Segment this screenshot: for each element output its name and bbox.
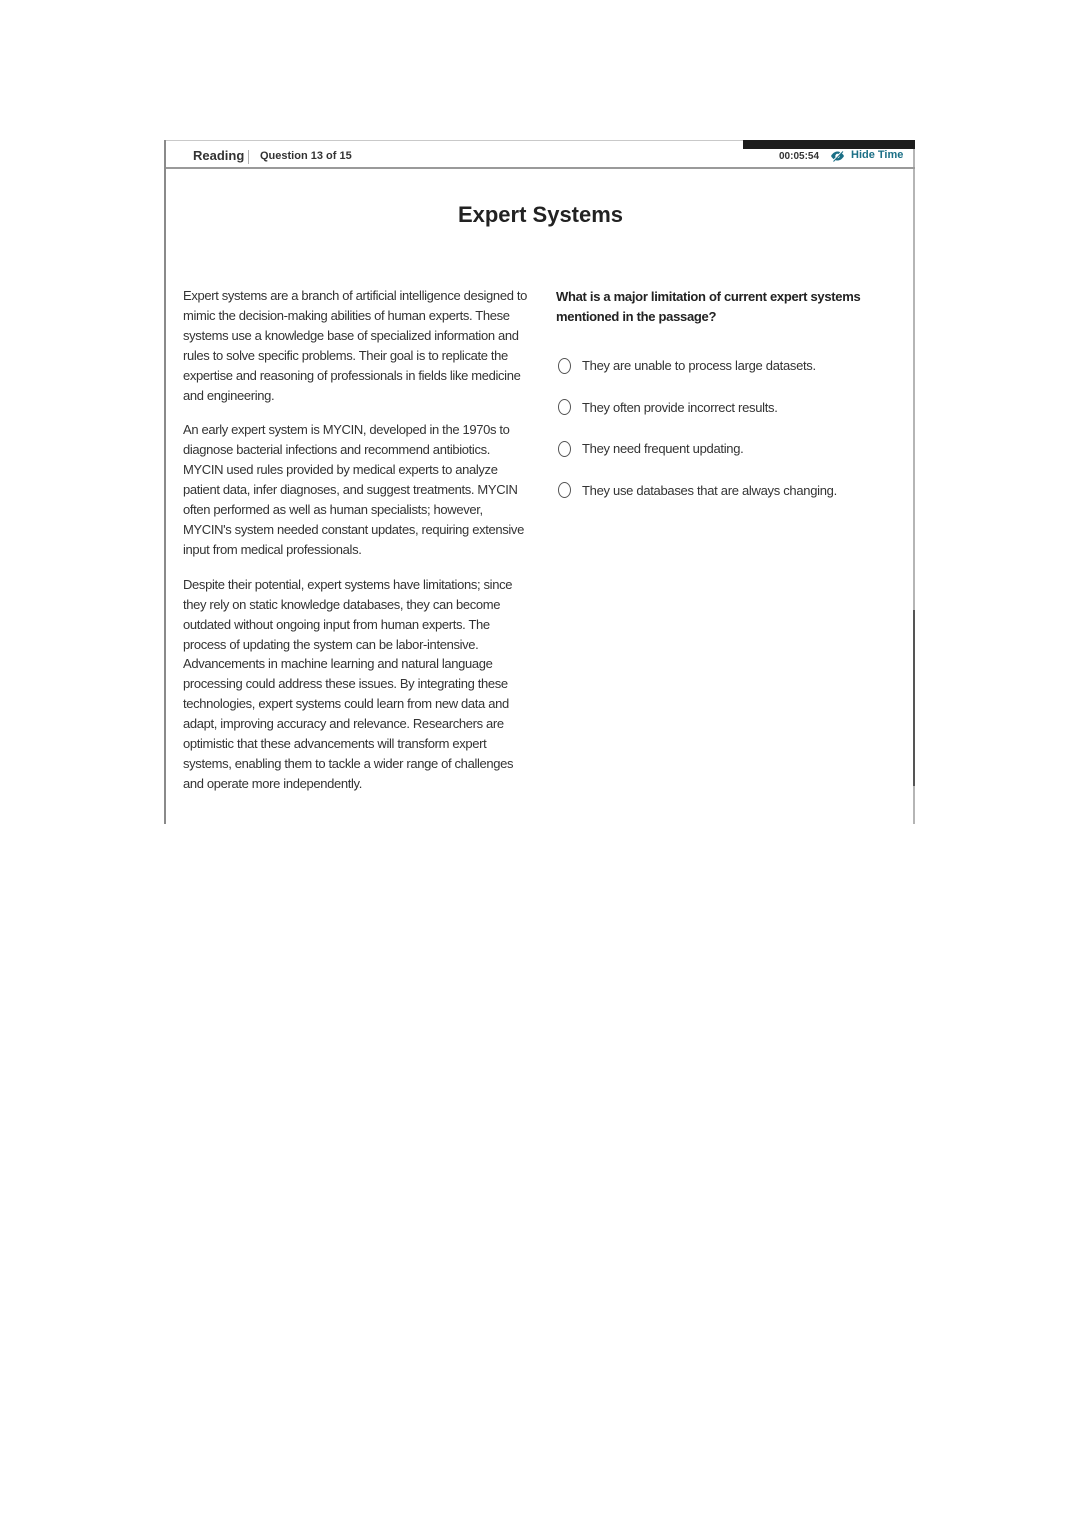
question-counter: Question 13 of 15 [260, 150, 352, 162]
answer-option-label: They use databases that are always changing. [582, 482, 837, 498]
answer-option-label: They often provide incorrect results. [582, 399, 778, 415]
passage-title: Expert Systems [457, 202, 624, 227]
answer-option[interactable] [556, 345, 886, 387]
section-label: Reading [193, 148, 245, 163]
question-prompt: What is a major limitation of current expert systems mentioned in the passage? [556, 289, 861, 324]
passage-paragraph: Expert systems are a branch of artificial intelligence designed to mimic the decision-making abilities of human experts. These systems use a knowledge base of specialized information and rules to solve specific problems. Their goal is to replicate the expertise and reasoning of professionals in fields like medicine and engineering. [183, 288, 527, 403]
radio-button-icon[interactable] [558, 441, 571, 457]
passage-paragraph: Despite their potential, expert systems have limitations; since they rely on static knowledge databases, they can become outdated without ongoing input from human experts. The process of updating the system can be labor-intensive. Advancements in machine learning and natural language processing could address these issues. By integrating these technologies, expert systems could learn from new data and adapt, improving accuracy and relevance. Researchers are optimistic that these advancements will transform expert systems, enabling them to tackle a wider range of challenges and operate more independently. [183, 576, 514, 791]
header-divider [248, 150, 249, 164]
answer-option-label: They need frequent updating. [582, 441, 744, 457]
answer-option-label: They are unable to process large datasets. [582, 358, 816, 374]
radio-button-icon[interactable] [558, 482, 571, 498]
answer-option[interactable] [556, 428, 886, 470]
timer-readout: 00:05:54 [779, 151, 820, 162]
passage-paragraph: An early expert system is MYCIN, developed in the 1970s to diagnose bacterial infections and recommend antibiotics. MYCIN used rules provided by medical experts to analyze patient data, infer diagnoses, and suggest treatments. MYCIN often performed as well as human specialists; however, MYCIN's system needed constant updates, requiring extensive input from medical professionals. [183, 422, 524, 557]
top-bar [166, 140, 915, 169]
timer-bar-strip [743, 140, 915, 149]
hide-time-label: Hide Time [851, 149, 904, 161]
question-panel [556, 287, 886, 511]
eye-slash-icon [830, 149, 845, 161]
scrollbar[interactable] [913, 610, 915, 786]
radio-button-icon[interactable] [558, 399, 571, 415]
hide-time-button[interactable] [830, 149, 903, 161]
radio-button-icon[interactable] [558, 358, 571, 374]
answer-option[interactable] [556, 470, 886, 512]
test-window [164, 140, 915, 824]
answer-option[interactable] [556, 387, 886, 429]
reading-passage [183, 286, 528, 809]
